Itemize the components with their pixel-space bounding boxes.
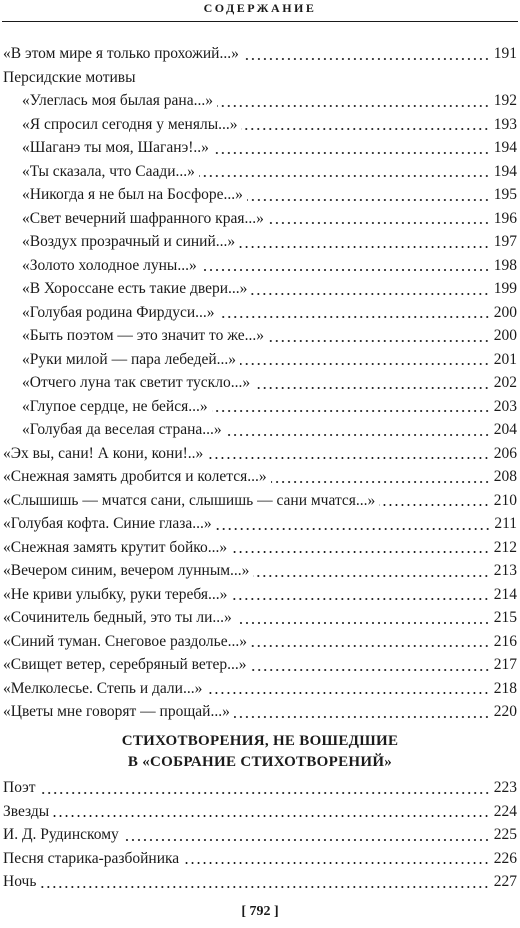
toc-entry-title: Ночь bbox=[3, 873, 37, 890]
section-heading-line-1: СТИХОТВОРЕНИЯ, НЕ ВОШЕДШИЕ bbox=[121, 733, 399, 749]
toc-entry bbox=[0, 606, 520, 630]
dot-leader bbox=[239, 245, 490, 249]
toc-entry-page: 216 bbox=[493, 632, 517, 650]
toc-entry-title: «Я спросил сегодня у менялы...» bbox=[22, 115, 238, 133]
toc-entry-title: «Быть поэтом — это значит то же...» bbox=[22, 327, 264, 344]
toc-entry-title: «Сочинитель бедный, это ты ли...» bbox=[3, 609, 232, 626]
toc-entry-page: 200 bbox=[493, 303, 517, 321]
toc-entry-title: «Голубая родина Фирдуси...» bbox=[22, 303, 215, 321]
toc-entry-title: «Цветы мне говорят — прощай...» bbox=[3, 703, 230, 720]
toc-entry-page: 225 bbox=[493, 826, 517, 843]
dot-leader bbox=[379, 503, 489, 507]
dot-leader bbox=[226, 433, 490, 437]
toc-entry-title: «Мелколесье. Степь и дали...» bbox=[3, 679, 203, 697]
toc-entry-title: Звезды bbox=[3, 802, 50, 820]
dot-leader bbox=[241, 127, 489, 131]
toc-entry-page: 192 bbox=[493, 92, 517, 109]
toc-entry bbox=[0, 700, 520, 724]
toc-entry bbox=[0, 559, 520, 583]
toc-entry-page: 191 bbox=[493, 45, 517, 62]
toc-entry bbox=[0, 536, 520, 560]
toc-entry-page: 210 bbox=[493, 491, 517, 509]
toc-entry bbox=[0, 136, 520, 160]
toc-entry-title: «Руки милой — пара лебедей...» bbox=[22, 350, 237, 368]
toc-entry bbox=[0, 870, 520, 894]
toc-entry-title: «Шаганэ ты моя, Шаганэ!..» bbox=[22, 139, 209, 156]
toc-entry-title: Поэт bbox=[3, 779, 36, 796]
toc-entry bbox=[0, 89, 520, 113]
toc-entry-title: «Снежная замять дробится и колется...» bbox=[3, 468, 267, 485]
running-head: СОДЕРЖАНИЕ bbox=[203, 1, 317, 15]
toc-entry-title: Персидские мотивы bbox=[3, 68, 136, 86]
toc-entry-page: 201 bbox=[493, 350, 517, 368]
toc-entry-page: 223 bbox=[493, 779, 517, 796]
toc-entry-title: «Снежная замять крутит бойко...» bbox=[3, 538, 228, 556]
toc-entry-title: «Слышишь — мчатся сани, слышишь — сани мчатся...» bbox=[3, 491, 376, 509]
toc-entry-page: 206 bbox=[493, 444, 517, 462]
toc-entry-page: 202 bbox=[493, 374, 517, 391]
toc-entry bbox=[0, 677, 520, 701]
toc-entry-title: «Не криви улыбку, руки теребя...» bbox=[3, 585, 228, 603]
toc-entry bbox=[0, 630, 520, 654]
dot-leader bbox=[53, 814, 490, 818]
toc-entry bbox=[0, 230, 520, 254]
dot-leader bbox=[231, 597, 489, 601]
dot-leader bbox=[206, 691, 489, 695]
dot-leader bbox=[234, 715, 490, 719]
toc-entry bbox=[0, 800, 520, 824]
toc-entry-page: 195 bbox=[493, 186, 517, 203]
toc-entry bbox=[0, 324, 520, 348]
toc-entry bbox=[0, 465, 520, 489]
dot-leader bbox=[213, 151, 490, 155]
section-heading-line-2: В «СОБРАНИЕ СТИХОТВОРЕНИЙ» bbox=[127, 754, 393, 770]
toc-entry-title: «Глупое сердце, не бейся...» bbox=[22, 397, 208, 415]
toc-entry-page: 198 bbox=[493, 256, 517, 274]
dot-leader bbox=[207, 456, 489, 460]
toc-entry-title: «Воздух прозрачный и синий...» bbox=[22, 233, 236, 250]
dot-leader bbox=[240, 362, 490, 366]
toc-section-title bbox=[0, 66, 520, 90]
toc-entry-title: «Золото холодное луны...» bbox=[22, 256, 197, 274]
toc-entry-page: 215 bbox=[493, 609, 517, 626]
toc-entry bbox=[0, 776, 520, 800]
dot-leader bbox=[216, 527, 491, 531]
toc-entry-page: 220 bbox=[493, 703, 517, 720]
section-contents-list bbox=[0, 776, 520, 894]
page-number: [ 792 ] bbox=[241, 904, 279, 919]
toc-entry-page: 197 bbox=[493, 233, 517, 250]
toc-entry-title: «Свет вечерний шафранного края...» bbox=[22, 209, 264, 227]
toc-entry-page: 214 bbox=[493, 585, 517, 603]
toc-entry-title: «В Хороссане есть такие двери...» bbox=[22, 280, 248, 297]
toc-entry bbox=[0, 254, 520, 278]
toc-entry bbox=[0, 489, 520, 513]
toc-entry-title: «В этом мире я только прохожий...» bbox=[3, 45, 239, 62]
toc-entry-page: 227 bbox=[493, 873, 517, 890]
toc-entry bbox=[0, 442, 520, 466]
dot-leader bbox=[254, 386, 490, 390]
toc-entry bbox=[0, 160, 520, 184]
toc-entry-page: 218 bbox=[493, 679, 517, 697]
toc-entry bbox=[0, 847, 520, 871]
dot-leader bbox=[123, 838, 490, 842]
toc-entry bbox=[0, 395, 520, 419]
toc-entry bbox=[0, 512, 520, 536]
toc-entry-page: 204 bbox=[493, 421, 517, 438]
dot-leader bbox=[247, 198, 490, 202]
dot-leader bbox=[231, 550, 490, 554]
toc-entry-title: «Голубая кофта. Синие глаза...» bbox=[3, 515, 212, 532]
toc-entry-page: 193 bbox=[493, 115, 517, 133]
dot-leader bbox=[268, 339, 490, 343]
dot-leader bbox=[40, 791, 490, 795]
dot-leader bbox=[251, 644, 490, 648]
toc-entry bbox=[0, 42, 520, 66]
toc-entry-page: 208 bbox=[493, 468, 517, 485]
contents-list bbox=[0, 42, 520, 724]
toc-entry-page: 213 bbox=[493, 562, 517, 579]
toc-entry bbox=[0, 113, 520, 137]
toc-entry-page: 194 bbox=[493, 162, 517, 180]
toc-entry bbox=[0, 823, 520, 847]
dot-leader bbox=[268, 221, 490, 225]
toc-entry bbox=[0, 348, 520, 372]
dot-leader bbox=[183, 861, 490, 865]
dot-leader bbox=[236, 621, 490, 625]
section-heading bbox=[0, 731, 520, 773]
toc-entry-title: «Голубая да веселая страна...» bbox=[22, 421, 222, 438]
toc-entry bbox=[0, 371, 520, 395]
toc-entry-page: 217 bbox=[493, 656, 517, 673]
toc-entry-title: Песня старика-разбойника bbox=[3, 849, 180, 867]
toc-entry-title: «Ты сказала, что Саади...» bbox=[22, 162, 195, 180]
toc-entry-page: 224 bbox=[493, 802, 517, 820]
toc-entry bbox=[0, 207, 520, 231]
dot-leader bbox=[201, 268, 490, 272]
toc-entry-title: И. Д. Рудинскому bbox=[3, 826, 119, 843]
toc-entry-title: «Свищет ветер, серебряный ветер...» bbox=[3, 656, 247, 673]
toc-entry-title: «Улеглась моя былая рана...» bbox=[22, 92, 213, 109]
dot-leader bbox=[251, 292, 489, 296]
dot-leader bbox=[243, 57, 490, 61]
toc-entry-page: 200 bbox=[493, 327, 517, 344]
toc-entry-title: «Синий туман. Снеговое раздолье...» bbox=[3, 632, 247, 650]
dot-leader bbox=[251, 668, 490, 672]
dot-leader bbox=[217, 104, 490, 108]
toc-entry-page: 212 bbox=[493, 538, 517, 556]
toc-entry-page: 194 bbox=[493, 139, 517, 156]
dot-leader bbox=[199, 174, 490, 178]
toc-entry-page: 211 bbox=[494, 515, 517, 532]
toc-entry-title: «Отчего луна так светит тускло...» bbox=[22, 374, 251, 391]
dot-leader bbox=[212, 409, 490, 413]
toc-entry-page: 196 bbox=[493, 209, 517, 227]
toc-entry bbox=[0, 301, 520, 325]
toc-entry bbox=[0, 418, 520, 442]
toc-entry-title: «Вечером синим, вечером лунным...» bbox=[3, 562, 250, 579]
dot-leader bbox=[40, 885, 489, 889]
toc-entry bbox=[0, 653, 520, 677]
toc-entry bbox=[0, 583, 520, 607]
header-rule bbox=[2, 21, 518, 22]
dot-leader bbox=[271, 480, 490, 484]
toc-entry-page: 199 bbox=[493, 280, 517, 297]
toc-entry-title: «Эх вы, сани! А кони, кони!..» bbox=[3, 444, 204, 462]
toc-entry-page: 203 bbox=[493, 397, 517, 415]
dot-leader bbox=[253, 574, 489, 578]
toc-entry-title: «Никогда я не был на Босфоре...» bbox=[22, 186, 243, 203]
toc-entry-page: 226 bbox=[493, 849, 517, 867]
dot-leader bbox=[219, 315, 490, 319]
toc-entry bbox=[0, 183, 520, 207]
toc-entry bbox=[0, 277, 520, 301]
